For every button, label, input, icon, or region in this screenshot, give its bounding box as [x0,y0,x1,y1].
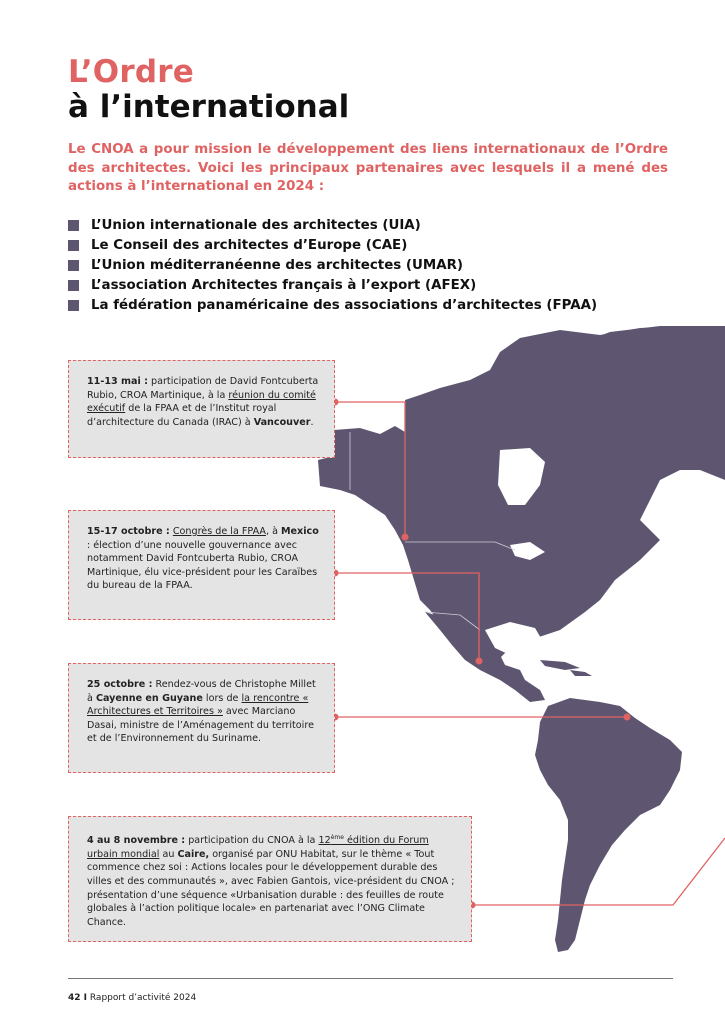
caribbean-shape [540,660,592,676]
event-box-caire: 4 au 8 novembre : participation du CNOA à la 12ème édition du Forum urbain mondial au Caire, organisé par ONU Habitat, sur le thème « Tout commence chez soi : Actions locales pour le développement durable des villes et des communautés », avec Fabien Gantois, vice-président du CNOA ; présentation d’une séquence «Urbanisation durable : des feuilles de route globales à l’action politique locale» en partenariat avec l’ONG Climate Chance. [68,816,472,942]
event-place: Cayenne en Guyane [95,692,203,704]
event-box-cayenne: 25 octobre : Rendez-vous de Christophe Millet à Cayenne en Guyane lors de la rencontre « Architectures et Territoires » avec Marciano Dasai, ministre de l’Aménagement du territoire et de l’Environnement du Suriname. [68,663,335,773]
event-date: 15-17 octobre : [87,526,170,537]
partner-item: L’association Architectes français à l’export (AFEX) [68,275,597,295]
event-place: Mexico [281,526,319,537]
event-place: Caire, [177,848,210,860]
event-date: 11-13 mai : [87,376,148,387]
event-date: 4 au 8 novembre : [87,835,186,847]
event-box-vancouver: 11-13 mai : participation de David Fontcuberta Rubio, CROA Martinique, à la réunion du comité exécutif de la FPAA et de l’Institut royal d’architecture du Canada (IRAC) à Vancouver. [68,360,335,458]
event-link[interactable]: réunion du comité exécutif [87,389,316,415]
partner-item: Le Conseil des architectes d’Europe (CAE) [68,236,597,256]
footer-divider [68,978,673,979]
event-date: 25 octobre : [87,679,153,690]
partner-item: L’Union internationale des architectes (UIA) [68,216,597,236]
dot-vancouver [402,534,409,541]
partner-item: La fédération panaméricaine des associations d’architectes (FPAA) [68,295,597,315]
dot-mexico [476,658,483,665]
page-title-line1: L’Ordre [68,54,194,90]
partner-item: L’Union méditerranéenne des architectes (UMAR) [68,256,597,276]
event-link[interactable]: 12ème édition du Forum urbain mondial [87,834,429,860]
event-place: Vancouver [253,416,311,428]
south-america-shape [535,698,682,952]
event-link[interactable]: Congrès de la FPAA [172,526,266,537]
square-bullet-icon [68,220,79,231]
page-title-line2: à l’international [68,89,350,125]
intro-paragraph: Le CNOA a pour mission le développement des liens internationaux de l’Ordre des architectes. Voici les principaux partenaires avec lesquels il a mené des actions à l’international en 2024 : [68,142,668,194]
dot-cayenne [624,714,631,721]
page-number: 42 I [68,993,88,1003]
footer-label: Rapport d’activité 2024 [87,993,197,1003]
square-bullet-icon [68,280,79,291]
event-link[interactable]: la rencontre « Architectures et Territoires » [87,692,309,718]
square-bullet-icon [68,240,79,251]
page-footer [68,993,196,1003]
square-bullet-icon [68,260,79,271]
event-box-mexico: 15-17 octobre : Congrès de la FPAA, à Mexico : élection d’une nouvelle gouvernance avec notamment David Fontcuberta Rubio, CROA Martinique, élu vice-président pour les Caraïbes du bureau de la FPAA. [68,510,335,620]
